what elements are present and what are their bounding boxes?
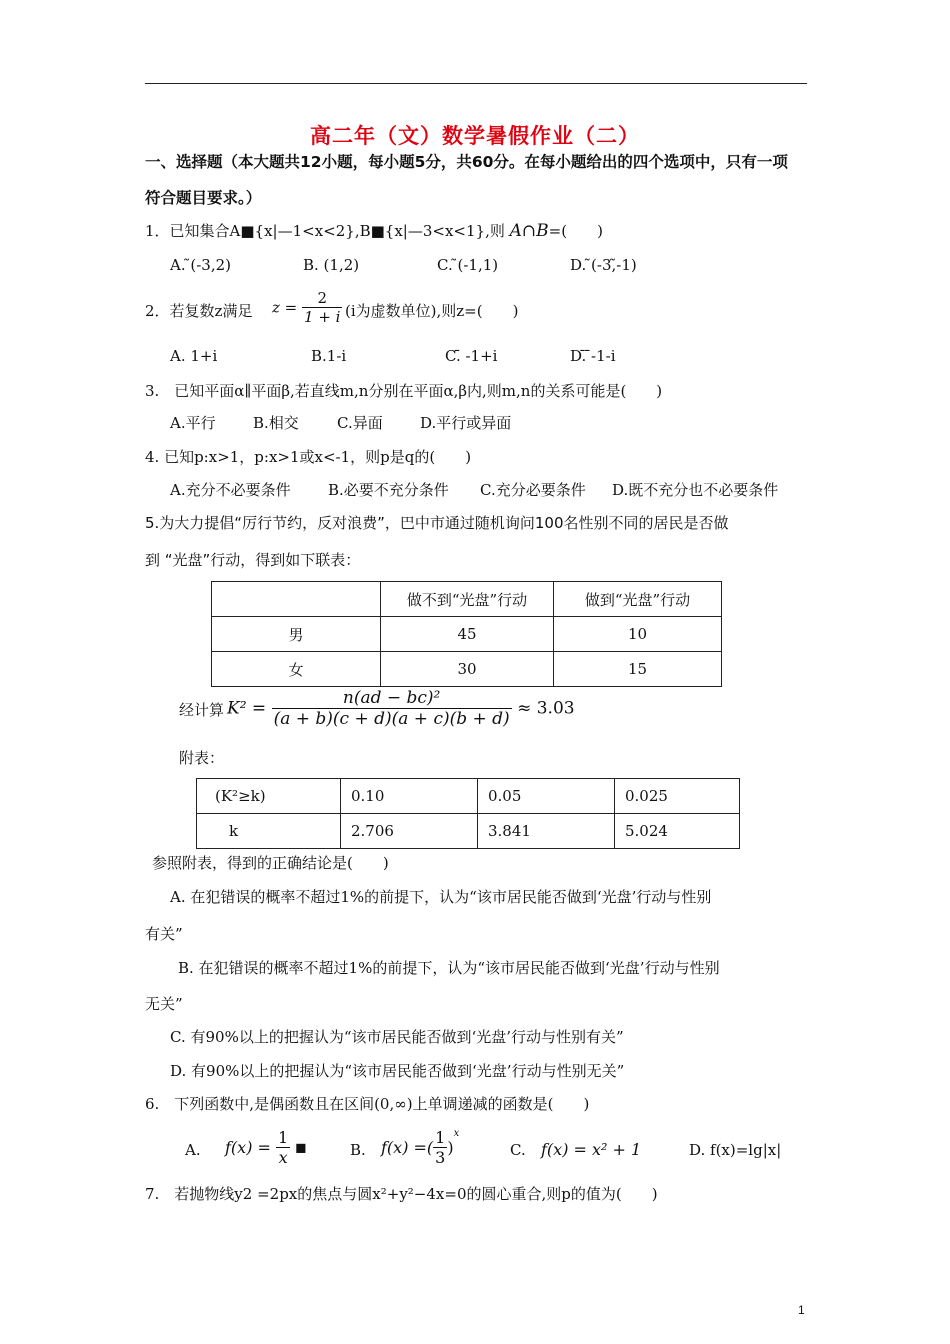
question-1 bbox=[145, 223, 603, 240]
page-number: 1 bbox=[798, 1303, 805, 1317]
table-cell: 0.10 bbox=[341, 779, 478, 814]
table-cell: 女 bbox=[212, 652, 381, 687]
question-1-tail: =( ) bbox=[548, 222, 603, 240]
question-3-option-c: C.异面 bbox=[337, 414, 383, 432]
question-1-expression: A∩B bbox=[509, 221, 549, 241]
question-2-numerator: 2 bbox=[302, 289, 342, 308]
question-1-option-d: D. ̃(-3,̃-1) bbox=[570, 256, 637, 274]
question-7-stem: 7. 若抛物线y2 =2px的焦点与圆x²+y²−4x=0的圆心重合,则p的值为( ) bbox=[145, 1185, 658, 1203]
question-6-option-d: D. f(x)=lg|x| bbox=[689, 1141, 782, 1159]
formula-numerator: n(ad − bc)² bbox=[272, 688, 512, 709]
question-2-option-a: A. 1+i bbox=[170, 347, 218, 365]
question-4-option-c: C.充分必要条件 bbox=[480, 481, 586, 499]
calc-label: 经计算 bbox=[179, 701, 225, 719]
question-1-option-b: B. (1,2) bbox=[303, 256, 360, 274]
option-b-denominator: 3 bbox=[435, 1148, 446, 1168]
formula-denominator: (a + b)(c + d)(a + c)(b + d) bbox=[273, 709, 510, 730]
question-6-option-c-label: C. bbox=[510, 1141, 526, 1159]
chi-square-formula bbox=[227, 688, 575, 730]
table-cell: (K²≥k) bbox=[197, 779, 341, 814]
formula-lhs: K² = bbox=[227, 698, 267, 719]
question-5-line2: 到 “光盘”行动，得到如下联表： bbox=[145, 551, 361, 569]
question-3-stem: 3. 已知平面α∥平面β,若直线m,n分别在平面α,β内,则m,n的关系可能是( ) bbox=[145, 382, 663, 400]
section-heading-line2: 符合题目要求。） bbox=[145, 189, 262, 207]
question-1-option-a: A. ̃(-3,2) bbox=[170, 256, 231, 274]
question-6-option-a-label: A. bbox=[185, 1141, 201, 1159]
question-4-option-a: A.充分不必要条件 bbox=[170, 481, 291, 499]
question-2-option-d: D.̄ ̄-1-i bbox=[570, 347, 616, 365]
table-cell: 15 bbox=[554, 652, 722, 687]
table-row bbox=[212, 617, 722, 652]
question-5-option-c: C. 有90%以上的把握认为“该市居民能否做到‘光盘’行动与性别有关” bbox=[170, 1028, 624, 1046]
question-2-denominator: 1 + i bbox=[304, 308, 341, 326]
option-a-denominator: x bbox=[278, 1148, 288, 1168]
option-b-exponent: x bbox=[453, 1128, 460, 1139]
question-4-option-d: D.既不充分也不必要条件 bbox=[612, 481, 779, 499]
option-a-lhs: f(x) = bbox=[225, 1138, 271, 1158]
question-5-option-d: D. 有90%以上的把握认为“该市居民能否做到‘光盘’行动与性别无关” bbox=[170, 1062, 625, 1080]
table-cell: 男 bbox=[212, 617, 381, 652]
option-a-numerator: 1 bbox=[278, 1128, 289, 1147]
table-cell: 5.024 bbox=[615, 814, 740, 849]
question-2-option-b: B.1-i bbox=[311, 347, 347, 365]
table-cell: 0.025 bbox=[615, 779, 740, 814]
option-b-lhs: f(x) =( bbox=[381, 1138, 434, 1158]
option-a-mark: ■ bbox=[295, 1140, 307, 1155]
question-5-option-b-line2: 无关” bbox=[145, 995, 183, 1013]
question-6-option-b-label: B. bbox=[350, 1141, 366, 1159]
table-header-cell bbox=[212, 582, 381, 617]
top-rule bbox=[145, 83, 807, 84]
table-row bbox=[212, 582, 722, 617]
table-cell: 10 bbox=[554, 617, 722, 652]
option-b-rhs: ) bbox=[447, 1138, 454, 1158]
formula-rhs: ≈ 3.03 bbox=[517, 698, 575, 719]
contingency-table bbox=[211, 581, 722, 687]
appendix-table bbox=[196, 778, 740, 849]
question-6-option-c: f(x) = x² + 1 bbox=[541, 1140, 642, 1159]
table-header-cell: 做不到“光盘”行动 bbox=[381, 582, 554, 617]
question-6-option-a bbox=[225, 1128, 307, 1167]
question-3-option-b: B.相交 bbox=[253, 414, 299, 432]
table-cell: 30 bbox=[381, 652, 554, 687]
question-3-option-a: A.平行 bbox=[170, 414, 216, 432]
question-4-stem: 4. 已知p:x>1，p:x>1或x<-1，则p是q的( ) bbox=[145, 448, 472, 466]
question-2-formula bbox=[272, 289, 342, 326]
appendix-label: 附表： bbox=[179, 749, 225, 767]
question-1-stem: 1．已知集合A■{x|—1<x<2},B■{x|—3<x<1},则 bbox=[145, 222, 505, 240]
table-cell: 3.841 bbox=[478, 814, 615, 849]
table-row bbox=[212, 652, 722, 687]
question-2-lhs: z = bbox=[272, 298, 298, 317]
table-cell: 2.706 bbox=[341, 814, 478, 849]
question-4-option-b: B.必要不充分条件 bbox=[328, 481, 449, 499]
question-6-option-b bbox=[381, 1128, 459, 1167]
table-cell: 45 bbox=[381, 617, 554, 652]
table-header-cell: 做到“光盘”行动 bbox=[554, 582, 722, 617]
question-6-stem: 6. 下列函数中,是偶函数且在区间(0,∞)上单调递减的函数是( ) bbox=[145, 1095, 590, 1113]
question-5-option-a-line1: A. 在犯错误的概率不超过1%的前提下，认为“该市居民能否做到‘光盘’行动与性别 bbox=[170, 888, 712, 906]
question-5-conclusion: 参照附表，得到的正确结论是( ) bbox=[152, 854, 389, 872]
question-5-option-a-line2: 有关” bbox=[145, 925, 183, 943]
question-1-option-c: C. ̃(-1,1) bbox=[437, 256, 499, 274]
table-cell: 0.05 bbox=[478, 779, 615, 814]
table-cell: k bbox=[197, 814, 341, 849]
table-row bbox=[197, 779, 740, 814]
question-2-stem: 2．若复数z满足 bbox=[145, 302, 253, 320]
question-2-tail: (i为虚数单位),则z=( ) bbox=[345, 302, 519, 320]
question-2-option-c: C.̄ -1+i bbox=[445, 347, 498, 365]
table-row bbox=[197, 814, 740, 849]
question-5-option-b-line1: B. 在犯错误的概率不超过1%的前提下，认为“该市居民能否做到‘光盘’行动与性别 bbox=[178, 959, 720, 977]
option-b-numerator: 1 bbox=[435, 1128, 446, 1147]
question-3-option-d: D.平行或异面 bbox=[420, 414, 512, 432]
section-heading-line1: 一、选择题（本大题共12小题，每小题5分，共60分。在每小题给出的四个选项中，只有一项 bbox=[145, 153, 788, 171]
question-5-line1: 5.为大力提倡“厉行节约，反对浪费”，巴中市通过随机询问100名性别不同的居民是否做 bbox=[145, 514, 729, 532]
page-title: 高二年（文）数学暑假作业（二） bbox=[310, 124, 640, 148]
